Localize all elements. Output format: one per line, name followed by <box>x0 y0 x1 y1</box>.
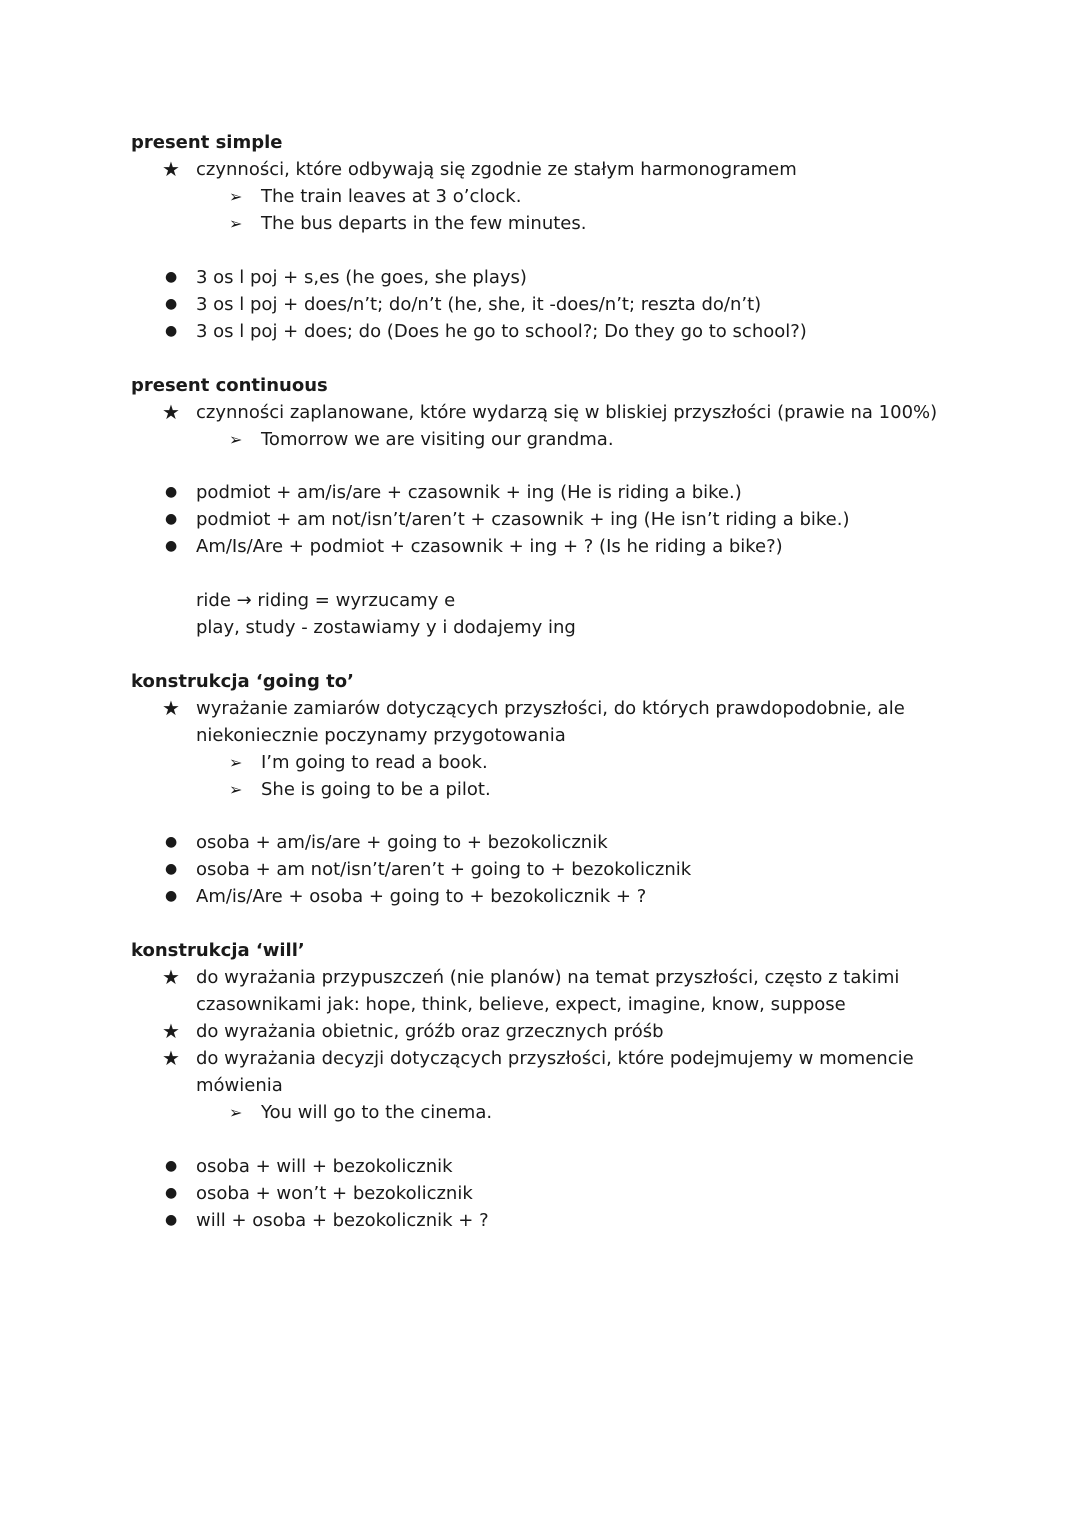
star-icon: ★ <box>162 400 180 424</box>
star-icon: ★ <box>162 1046 180 1070</box>
rule-text: czynności, które odbywają się zgodnie ze stałym harmonogramem <box>196 159 797 180</box>
form-text: osoba + won’t + bezokolicznik <box>196 1183 473 1204</box>
section-title-will: konstrukcja ‘will’ <box>131 940 305 961</box>
rule-text: wyrażanie zamiarów dotyczących przyszłości, do których prawdopodobnie, ale <box>196 698 905 719</box>
rule-text-continued: mówienia <box>196 1075 283 1096</box>
bullet-icon: ● <box>165 1212 178 1228</box>
arrow-icon: ➢ <box>229 780 243 799</box>
form-text: osoba + am/is/are + going to + bezokolicznik <box>196 832 608 853</box>
rule-text: do wyrażania decyzji dotyczących przyszłości, które podejmujemy w momencie <box>196 1048 914 1069</box>
form-text: Am/is/Are + osoba + going to + bezokolicznik + ? <box>196 886 647 907</box>
spelling-note: play, study - zostawiamy y i dodajemy ing <box>196 617 576 638</box>
example-text: The train leaves at 3 o’clock. <box>261 186 522 207</box>
arrow-icon: ➢ <box>229 753 243 772</box>
bullet-icon: ● <box>165 269 178 285</box>
form-text: 3 os l poj + does; do (Does he go to school?; Do they go to school?) <box>196 321 807 342</box>
section-title-present-continuous: present continuous <box>131 375 328 396</box>
bullet-icon: ● <box>165 861 178 877</box>
rule-text: do wyrażania obietnic, gróźb oraz grzecznych próśb <box>196 1021 664 1042</box>
form-text: podmiot + am/is/are + czasownik + ing (He is riding a bike.) <box>196 482 742 503</box>
star-icon: ★ <box>162 157 180 181</box>
star-icon: ★ <box>162 696 180 720</box>
rule-text-continued: niekoniecznie poczynamy przygotowania <box>196 725 566 746</box>
bullet-icon: ● <box>165 538 178 554</box>
bullet-icon: ● <box>165 834 178 850</box>
form-text: 3 os l poj + does/n’t; do/n’t (he, she, it -does/n’t; reszta do/n’t) <box>196 294 762 315</box>
form-text: osoba + am not/isn’t/aren’t + going to + bezokolicznik <box>196 859 692 880</box>
bullet-icon: ● <box>165 511 178 527</box>
section-title-going-to: konstrukcja ‘going to’ <box>131 671 354 692</box>
rule-text: do wyrażania przypuszczeń (nie planów) na temat przyszłości, często z takimi <box>196 967 900 988</box>
arrow-icon: ➢ <box>229 187 243 206</box>
rule-text: czynności zaplanowane, które wydarzą się w bliskiej przyszłości (prawie na 100%) <box>196 402 938 423</box>
star-icon: ★ <box>162 965 180 989</box>
form-text: podmiot + am not/isn’t/aren’t + czasownik + ing (He isn’t riding a bike.) <box>196 509 850 530</box>
bullet-icon: ● <box>165 1158 178 1174</box>
bullet-icon: ● <box>165 323 178 339</box>
section-title-present-simple: present simple <box>131 132 283 153</box>
star-icon: ★ <box>162 1019 180 1043</box>
form-text: will + osoba + bezokolicznik + ? <box>196 1210 489 1231</box>
example-text: She is going to be a pilot. <box>261 779 491 800</box>
arrow-icon: ➢ <box>229 214 243 233</box>
arrow-icon: ➢ <box>229 1103 243 1122</box>
bullet-icon: ● <box>165 1185 178 1201</box>
form-text: 3 os l poj + s,es (he goes, she plays) <box>196 267 527 288</box>
bullet-icon: ● <box>165 296 178 312</box>
form-text: osoba + will + bezokolicznik <box>196 1156 453 1177</box>
arrow-icon: ➢ <box>229 430 243 449</box>
bullet-icon: ● <box>165 484 178 500</box>
bullet-icon: ● <box>165 888 178 904</box>
spelling-note: ride → riding = wyrzucamy e <box>196 590 456 611</box>
example-text: The bus departs in the few minutes. <box>261 213 587 234</box>
example-text: Tomorrow we are visiting our grandma. <box>261 429 614 450</box>
rule-text-continued: czasownikami jak: hope, think, believe, expect, imagine, know, suppose <box>196 994 846 1015</box>
example-text: I’m going to read a book. <box>261 752 488 773</box>
example-text: You will go to the cinema. <box>261 1102 493 1123</box>
form-text: Am/Is/Are + podmiot + czasownik + ing + ? (Is he riding a bike?) <box>196 536 783 557</box>
